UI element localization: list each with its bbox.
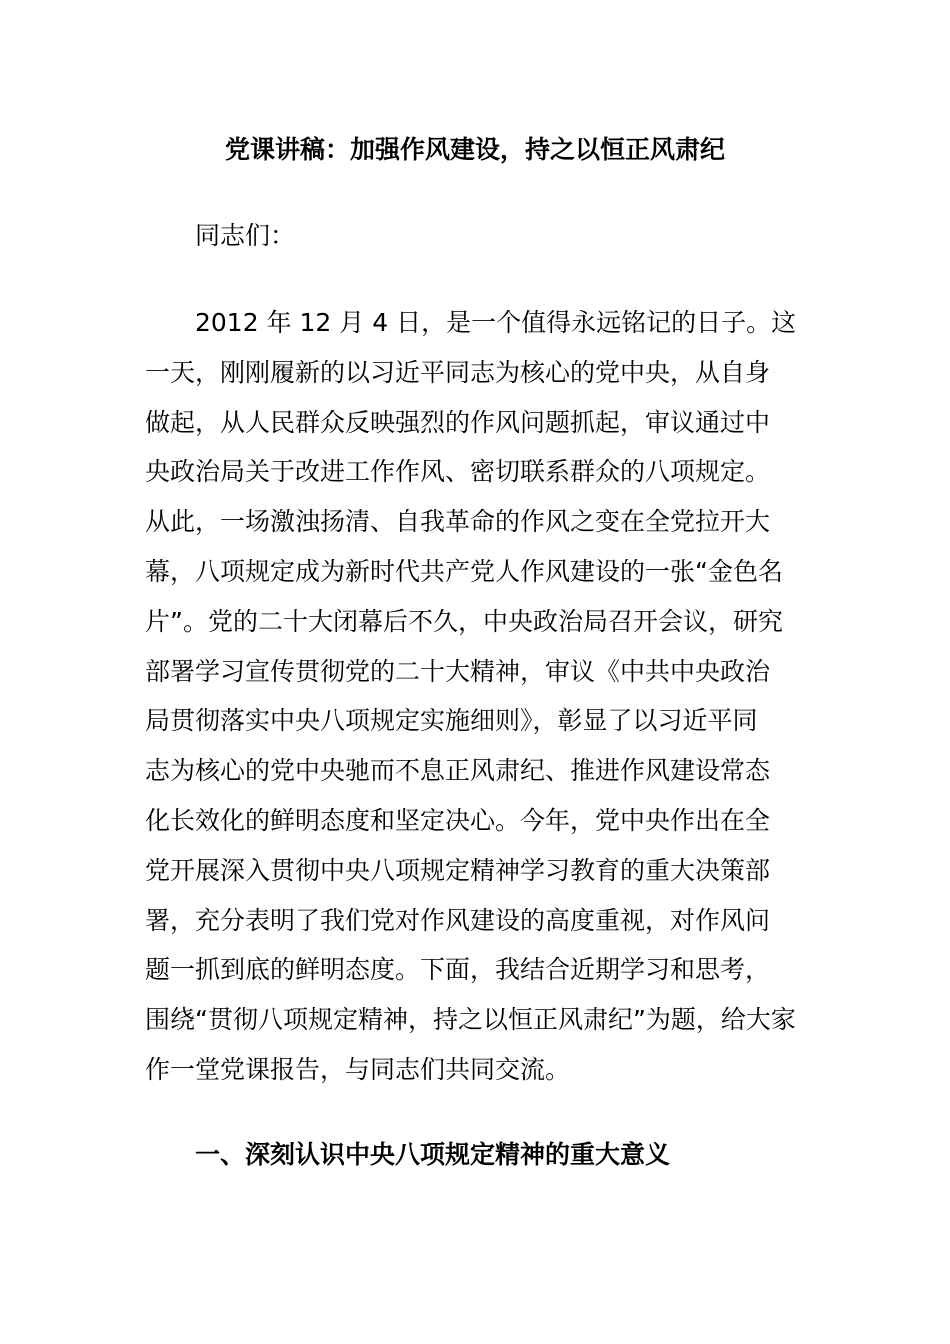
body-paragraph — [145, 298, 805, 1095]
paragraph-line: 化长效化的鲜明态度和坚定决心。今年，党中央作出在全 — [145, 805, 771, 835]
document-title: 党课讲稿：加强作风建设，持之以恒正风肃纪 — [224, 135, 725, 164]
paragraph-line: 做起，从人民群众反映强烈的作风问题抓起，审议通过中 — [145, 407, 771, 437]
paragraph-line: 作一堂党课报告，与同志们共同交流。 — [145, 1054, 571, 1084]
paragraph-line: 部署学习宣传贯彻党的二十大精神，审议《中共中央政治 — [145, 656, 771, 686]
paragraph-line: 党开展深入贯彻中央八项规定精神学习教育的重大决策部 — [145, 855, 771, 885]
paragraph-line: 题一抓到底的鲜明态度。下面，我结合近期学习和思考， — [145, 955, 771, 985]
paragraph-line: 一天，刚刚履新的以习近平同志为核心的党中央，从自身 — [145, 357, 771, 387]
paragraph-line: 2012 年 12 月 4 日，是一个值得永远铭记的日子。这 — [195, 308, 797, 337]
paragraph-line: 幕，八项规定成为新时代共产党人作风建设的一张“金色名 — [145, 556, 783, 586]
paragraph-line: 围绕“贯彻八项规定精神，持之以恒正风肃纪”为题，给大家 — [145, 1005, 796, 1035]
paragraph-line: 局贯彻落实中央八项规定实施细则》，彰显了以习近平同 — [145, 706, 758, 736]
paragraph-line: 片”。党的二十大闭幕后不久，中央政治局召开会议，研究 — [145, 606, 783, 636]
salutation: 同志们： — [195, 221, 296, 250]
paragraph-line: 志为核心的党中央驰而不息正风肃纪、推进作风建设常态 — [145, 756, 771, 786]
section-heading: 一、深刻认识中央八项规定精神的重大意义 — [195, 1140, 671, 1169]
paragraph-line: 央政治局关于改进工作作风、密切联系群众的八项规定。 — [145, 457, 771, 487]
paragraph-line: 署，充分表明了我们党对作风建设的高度重视，对作风问 — [145, 905, 771, 935]
paragraph-line: 从此，一场激浊扬清、自我革命的作风之变在全党拉开大 — [145, 507, 771, 537]
